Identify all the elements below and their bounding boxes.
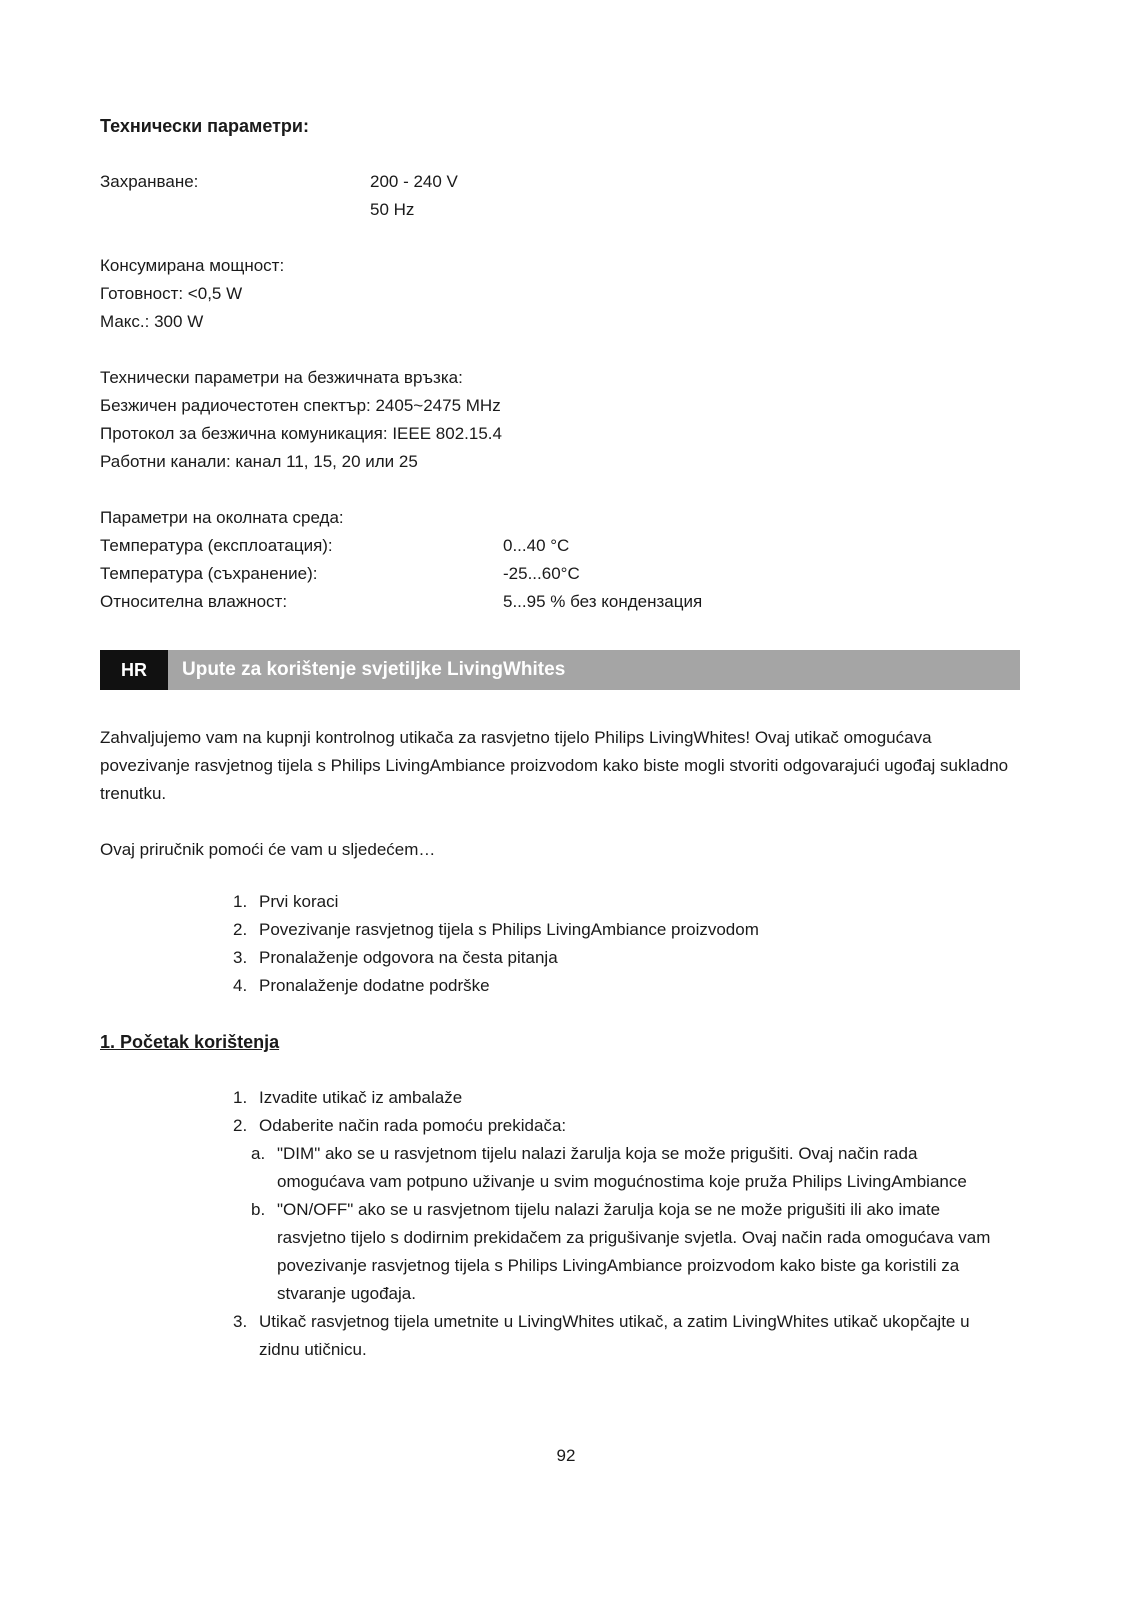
environment-row	[100, 532, 1020, 560]
tech-params-title: Технически параметри:	[100, 116, 309, 136]
power-voltage: 200 - 240 V	[370, 172, 458, 191]
list-item	[251, 1196, 1006, 1308]
consumption-block	[100, 252, 1020, 336]
step-number: 1.	[233, 1088, 248, 1107]
environment-row	[100, 560, 1020, 588]
wireless-spectrum: Безжичен радиочестотен спектър: 2405~2475 MHz	[100, 396, 501, 415]
toc-list	[233, 888, 1012, 1000]
step-text: Izvadite utikač iz ambalaže	[259, 1088, 463, 1107]
toc-item-number: 2.	[233, 920, 248, 939]
sub-step-text: "DIM" ako se u rasvjetnom tijelu nalazi žarulja koja se može prigušiti. Ovaj način rada omogućava vam potpuno uživanje u svim mogućnostima koje pruža Philips LivingAmbiance	[277, 1144, 967, 1191]
power-label: Захранване:	[100, 172, 199, 191]
list-item	[233, 916, 1012, 944]
toc-item-text: Pronalaženje odgovora na česta pitanja	[259, 948, 558, 967]
language-badge: HR	[100, 650, 168, 690]
wireless-title: Технически параметри на безжичната връзка:	[100, 368, 463, 387]
toc-item-text: Povezivanje rasvjetnog tijela s Philips LivingAmbiance proizvodom	[259, 920, 759, 939]
step-text: Utikač rasvjetnog tijela umetnite u LivingWhites utikač, a zatim LivingWhites utikač ukopčajte u zidnu utičnicu.	[259, 1312, 970, 1359]
getting-started-heading: 1. Početak korištenja	[100, 1032, 280, 1052]
list-item	[251, 1140, 1006, 1196]
power-values	[370, 168, 458, 224]
toc-item-number: 3.	[233, 948, 248, 967]
section-header-bar	[100, 650, 1020, 690]
env-value-operation: 0...40 °C	[503, 536, 570, 555]
sub-step-letter: a.	[251, 1144, 266, 1163]
consumption-max: Макс.: 300 W	[100, 312, 204, 331]
step-number: 2.	[233, 1116, 248, 1135]
power-frequency: 50 Hz	[370, 200, 415, 219]
wireless-channels: Работни канали: канал 11, 15, 20 или 25	[100, 452, 418, 471]
environment-block	[100, 504, 1020, 616]
step-text: Odaberite način rada pomoću prekidača:	[259, 1116, 567, 1135]
wireless-block	[100, 364, 1020, 476]
consumption-title: Консумирана мощност:	[100, 256, 285, 275]
intro-lead: Ovaj priručnik pomoći će vam u sljedećem…	[100, 840, 436, 859]
list-item	[233, 1112, 1012, 1140]
toc-item-number: 4.	[233, 976, 248, 995]
env-value-storage: -25...60°C	[503, 564, 580, 583]
steps-list	[233, 1084, 1012, 1364]
environment-title: Параметри на околната среда:	[100, 508, 344, 527]
list-item	[233, 944, 1012, 972]
power-spec-row	[100, 168, 1020, 224]
sub-step-text: "ON/OFF" ako se u rasvjetnom tijelu nalazi žarulja koja se ne može prigušiti ili ako imate rasvjetno tijelo s dodirnim prekidačem za prigušivanje svjetla. Ovaj način rada omogućava vam povezivanje rasvjetnog tijela s Philips LivingAmbiance proizvodom kako biste ga koristili za stvaranje ugođaja.	[277, 1200, 991, 1303]
wireless-protocol: Протокол за безжична комуникация: IEEE 802.15.4	[100, 424, 502, 443]
sub-steps-list	[251, 1140, 1006, 1308]
intro-paragraph: Zahvaljujemo vam na kupnji kontrolnog utikača za rasvjetno tijelo Philips LivingWhites! Ovaj utikač omogućava povezivanje rasvjetnog tijela s Philips LivingAmbiance proizvodom kako biste mogli stvoriti odgovarajući ugođaj sukladno trenutku.	[100, 728, 1009, 803]
list-item	[233, 888, 1012, 916]
env-label-storage: Температура (съхранение):	[100, 564, 318, 583]
list-item	[233, 972, 1012, 1000]
env-label-operation: Температура (експлоатация):	[100, 536, 333, 555]
consumption-standby: Готовност: <0,5 W	[100, 284, 243, 303]
env-value-humidity: 5...95 % без кондензация	[503, 592, 703, 611]
list-item	[233, 1308, 1012, 1364]
step-number: 3.	[233, 1312, 248, 1331]
toc-item-number: 1.	[233, 892, 248, 911]
toc-item-text: Prvi koraci	[259, 892, 339, 911]
env-label-humidity: Относителна влажност:	[100, 592, 288, 611]
list-item	[233, 1084, 1012, 1112]
toc-item-text: Pronalaženje dodatne podrške	[259, 976, 490, 995]
environment-row	[100, 588, 1020, 616]
page-number: 92	[556, 1446, 576, 1465]
section-header-title: Upute za korištenje svjetiljke LivingWhites	[168, 650, 1020, 690]
sub-step-letter: b.	[251, 1200, 266, 1219]
